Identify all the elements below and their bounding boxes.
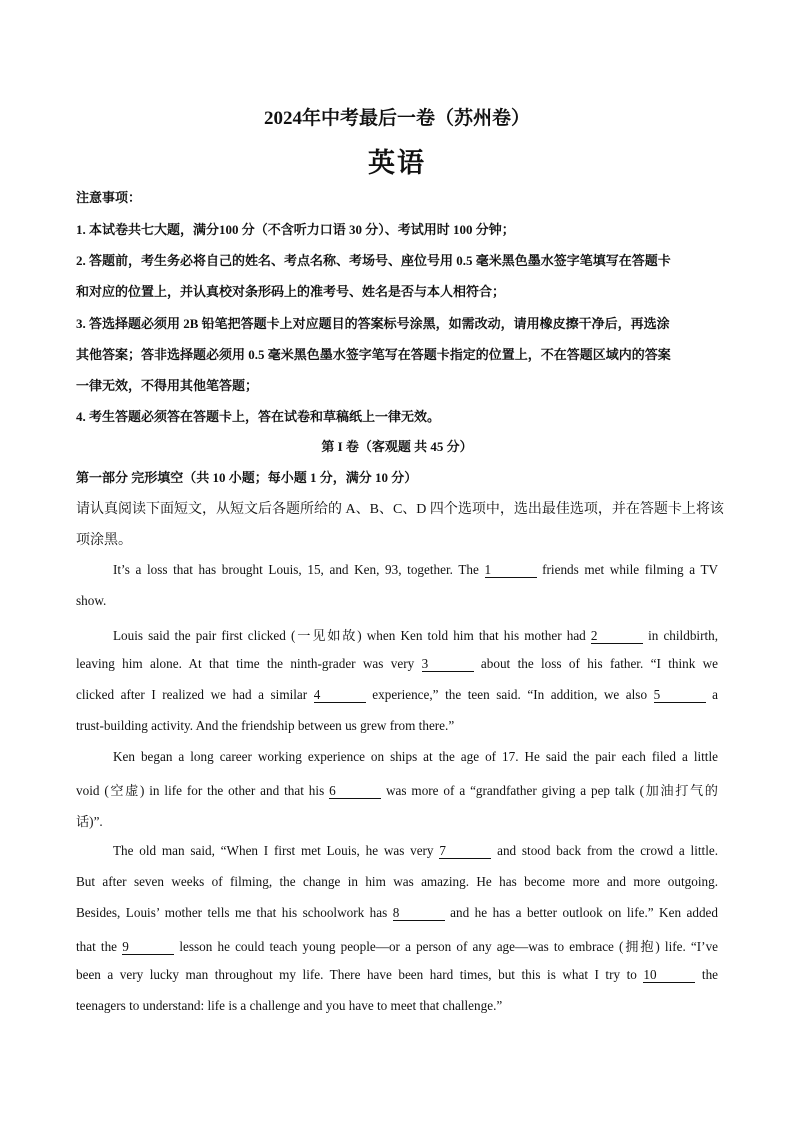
subject-title: 英语 [368, 148, 426, 178]
blank-1[interactable]: 1 [485, 563, 537, 578]
note-line: 一律无效，不得用其他笔答题； [76, 378, 259, 393]
note-line: 3. 答选择题必须用 2B 铅笔把答题卡上对应题目的答案标号涂黑，如需改动，请用橡皮擦干净后，再选涂 [76, 316, 670, 331]
note-line: 4. 考生答题必须答在答题卡上，答在试卷和草稿纸上一律无效。 [76, 409, 441, 424]
blank-2[interactable]: 2 [591, 629, 643, 644]
blank-6[interactable]: 6 [329, 784, 381, 799]
instruction-line: 请认真阅读下面短文，从短文后各题所给的 A、B、C、D 四个选项中，选出最佳选项，并在答题卡上将该 [76, 502, 724, 517]
note-line: 2. 答题前，考生务必将自己的姓名、考点名称、考场号、座位号用 0.5 毫米黑色墨水签字笔填写在答题卡 [76, 253, 671, 268]
notes-heading: 注意事项： [76, 190, 142, 205]
passage-line: teenagers to understand: life is a challenge and you have to meet that challenge.” [76, 998, 503, 1013]
note-line: 1. 本试卷共七大题，满分100 分（不含听力口语 30 分）、考试用时 100 分钟； [76, 222, 515, 237]
passage-line: leaving him alone. At that time the ninth-grader was very 3 about the loss of his father. “I think we [76, 656, 719, 671]
volume-heading: 第 I 卷（客观题 共 45 分） [321, 439, 473, 454]
passage-line: trust-building activity. And the friendship between us grew from there.” [76, 718, 455, 733]
passage-line: that the 9 lesson he could teach young people—or a person of any age—was to embrace (拥抱) life. “I’ve [76, 939, 719, 954]
blank-10[interactable]: 10 [643, 968, 695, 983]
blank-9[interactable]: 9 [122, 940, 174, 955]
passage-line: void (空虚) in life for the other and that his 6 was more of a “grandfather giving a pep talk (加油打气的 [76, 783, 718, 798]
passage-line: Louis said the pair first clicked (一见如故) when Ken told him that his mother had 2 in childbirth, [113, 628, 719, 643]
blank-3[interactable]: 3 [422, 657, 474, 672]
blank-8[interactable]: 8 [393, 906, 445, 921]
passage-line: been a very lucky man throughout my life. There have been hard times, but this is what I try to 10 the [76, 967, 719, 982]
instruction-line: 项涂黑。 [76, 533, 132, 548]
blank-4[interactable]: 4 [314, 688, 366, 703]
passage-line: Besides, Louis’ mother tells me that his schoolwork has 8 and he has a better outlook on life.” Ken added [76, 905, 718, 920]
exam-title: 2024年中考最后一卷（苏州卷） [263, 108, 530, 129]
passage-line: It’s a loss that has brought Louis, 15, and Ken, 93, together. The 1 friends met while filming a TV [113, 562, 719, 577]
passage-line: Ken began a long career working experience on ships at the age of 17. He said the pair each filed a little [113, 749, 718, 764]
note-line: 和对应的位置上，并认真校对条形码上的准考号、姓名是否与本人相符合； [76, 284, 506, 299]
passage-line: clicked after I realized we had a similar 4 experience,” the teen said. “In addition, we also 5 a [76, 687, 719, 702]
passage-line: show. [76, 593, 107, 608]
blank-7[interactable]: 7 [439, 844, 491, 859]
blank-5[interactable]: 5 [654, 688, 706, 703]
passage-line: But after seven weeks of filming, the change in him was amazing. He has become more and more outgoing. [76, 874, 718, 889]
passage-line: The old man said, “When I first met Louis, he was very 7 and stood back from the crowd a little. [113, 843, 719, 858]
note-line: 其他答案；答非选择题必须用 0.5 毫米黑色墨水签字笔写在答题卡指定的位置上，不在答题区域内的答案 [76, 347, 671, 362]
passage-line: 话)”. [76, 814, 103, 829]
part-heading: 第一部分 完形填空（共 10 小题；每小题 1 分，满分 10 分） [76, 470, 418, 485]
